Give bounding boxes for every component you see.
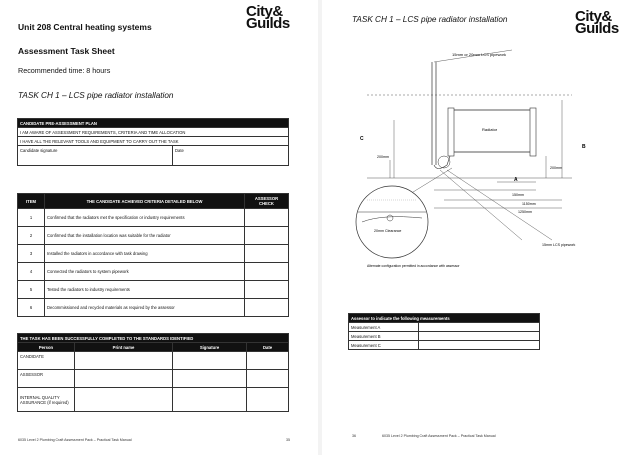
pre-assessment-row: I HAVE ALL THE RELEVANT TOOLS AND EQUIPMENT TO CARRY OUT THE TASK [18, 137, 289, 146]
footer-text: 6035 Level 2 Plumbing Craft Assessment Pack – Practical Task Manual [382, 434, 496, 438]
city-guilds-logo: City& Guilds [575, 8, 619, 37]
date-label: Date [173, 146, 289, 166]
dim-200-right: 200mm [550, 166, 562, 170]
right-page [322, 0, 640, 455]
check-cell[interactable] [245, 209, 289, 227]
pre-assessment-table [17, 118, 289, 166]
print-name-cell[interactable] [75, 370, 173, 388]
criteria-text: Confirmed that the radiators met the specification or industry requirements [45, 209, 245, 227]
check-cell[interactable] [245, 245, 289, 263]
signature-cell[interactable] [173, 388, 247, 412]
page-number: 35 [286, 438, 290, 442]
item-number: 3 [18, 245, 45, 263]
table-row [349, 341, 540, 350]
criteria-text: Installed the radiators in accordance with task drawing [45, 245, 245, 263]
pre-assessment-header: CANDIDATE PRE-ASSESSMENT PLAN [18, 119, 289, 128]
page-number: 36 [352, 434, 356, 438]
col-criteria: THE CANDIDATE ACHIEVED CRITERIA DETAILED BELOW [45, 194, 245, 209]
measurements-table [348, 313, 540, 350]
check-cell[interactable] [245, 227, 289, 245]
person-label: INTERNAL QUALITY ASSURANCE (if required) [18, 388, 75, 412]
dim-200-left: 200mm [377, 155, 389, 159]
measurement-label: Measurement A [349, 323, 419, 332]
measurement-value-cell[interactable] [419, 332, 540, 341]
clearance-label: 20mm Clearance [374, 229, 402, 233]
radiator-label: Radiator [482, 127, 498, 132]
table-row [18, 263, 289, 281]
col-date: Date [247, 343, 289, 352]
radiator-installation-diagram [322, 0, 640, 300]
completion-table [17, 333, 289, 412]
print-name-cell[interactable] [75, 352, 173, 370]
candidate-signature-label: Candidate signature [18, 146, 173, 166]
label-c: C [360, 136, 364, 142]
col-person: Person [18, 343, 75, 352]
lcs-pipework-label: 15mm LCS pipework [542, 243, 576, 247]
task-title: TASK CH 1 – LCS pipe radiator installation [18, 91, 174, 100]
table-row [18, 227, 289, 245]
sheet-title: Assessment Task Sheet [18, 46, 115, 56]
check-cell[interactable] [245, 263, 289, 281]
table-row [349, 323, 540, 332]
check-cell[interactable] [245, 281, 289, 299]
city-guilds-logo: City& Guilds [246, 3, 290, 32]
criteria-text: Decommissioned and recycled materials as required by the assessor [45, 299, 245, 317]
alt-config-label: Alternate configuration permitted in accordance with assessor [367, 264, 460, 268]
dim-150: 150mm [512, 193, 524, 197]
table-row [18, 245, 289, 263]
item-number: 5 [18, 281, 45, 299]
item-number: 4 [18, 263, 45, 281]
label-b: B [582, 144, 586, 150]
dim-1250: 1250mm [518, 210, 532, 214]
footer-text: 6035 Level 2 Plumbing Craft Assessment Pack – Practical Task Manual [18, 438, 132, 442]
criteria-text: Tested the radiators to industry requirements [45, 281, 245, 299]
measurement-label: Measurement B [349, 332, 419, 341]
item-number: 6 [18, 299, 45, 317]
left-page [0, 0, 318, 455]
measurement-value-cell[interactable] [419, 341, 540, 350]
measurement-value-cell[interactable] [419, 323, 540, 332]
col-print-name: Print name [75, 343, 173, 352]
table-row [18, 388, 289, 412]
pre-assessment-row: I AM AWARE OF ASSESSMENT REQUIREMENTS, CRITERIA AND TIME ALLOCATION [18, 128, 289, 137]
criteria-text: Confirmed that the installation location was suitable for the radiator [45, 227, 245, 245]
table-row [18, 352, 289, 370]
table-row [18, 299, 289, 317]
table-row [18, 281, 289, 299]
table-row [18, 209, 289, 227]
date-cell[interactable] [247, 352, 289, 370]
person-label: ASSESSOR [18, 370, 75, 388]
date-cell[interactable] [247, 370, 289, 388]
item-number: 2 [18, 227, 45, 245]
item-number: 1 [18, 209, 45, 227]
measurements-header: Assessor to indicate the following measurements [349, 314, 540, 323]
col-assessor-check: ASSESSOR CHECK [245, 194, 289, 209]
label-a: A [514, 177, 518, 183]
table-row [18, 370, 289, 388]
task-title: TASK CH 1 – LCS pipe radiator installation [352, 15, 508, 24]
dim-1150: 1150mm [522, 202, 536, 206]
completion-header: THE TASK HAS BEEN SUCCESSFULLY COMPLETED TO THE STANDARDS IDENTIFIED [18, 334, 289, 343]
person-label: CANDIDATE [18, 352, 75, 370]
measurement-label: Measurement C [349, 341, 419, 350]
pipework-label: 15mm or 20mm LCS pipework [452, 52, 507, 57]
signature-cell[interactable] [173, 352, 247, 370]
col-signature: Signature [173, 343, 247, 352]
recommended-time: Recommended time: 8 hours [18, 66, 111, 75]
signature-cell[interactable] [173, 370, 247, 388]
unit-title: Unit 208 Central heating systems [18, 22, 152, 32]
criteria-text: Connected the radiators to system pipework [45, 263, 245, 281]
check-cell[interactable] [245, 299, 289, 317]
criteria-table [17, 193, 289, 317]
print-name-cell[interactable] [75, 388, 173, 412]
table-row [349, 332, 540, 341]
col-item: ITEM [18, 194, 45, 209]
date-cell[interactable] [247, 388, 289, 412]
